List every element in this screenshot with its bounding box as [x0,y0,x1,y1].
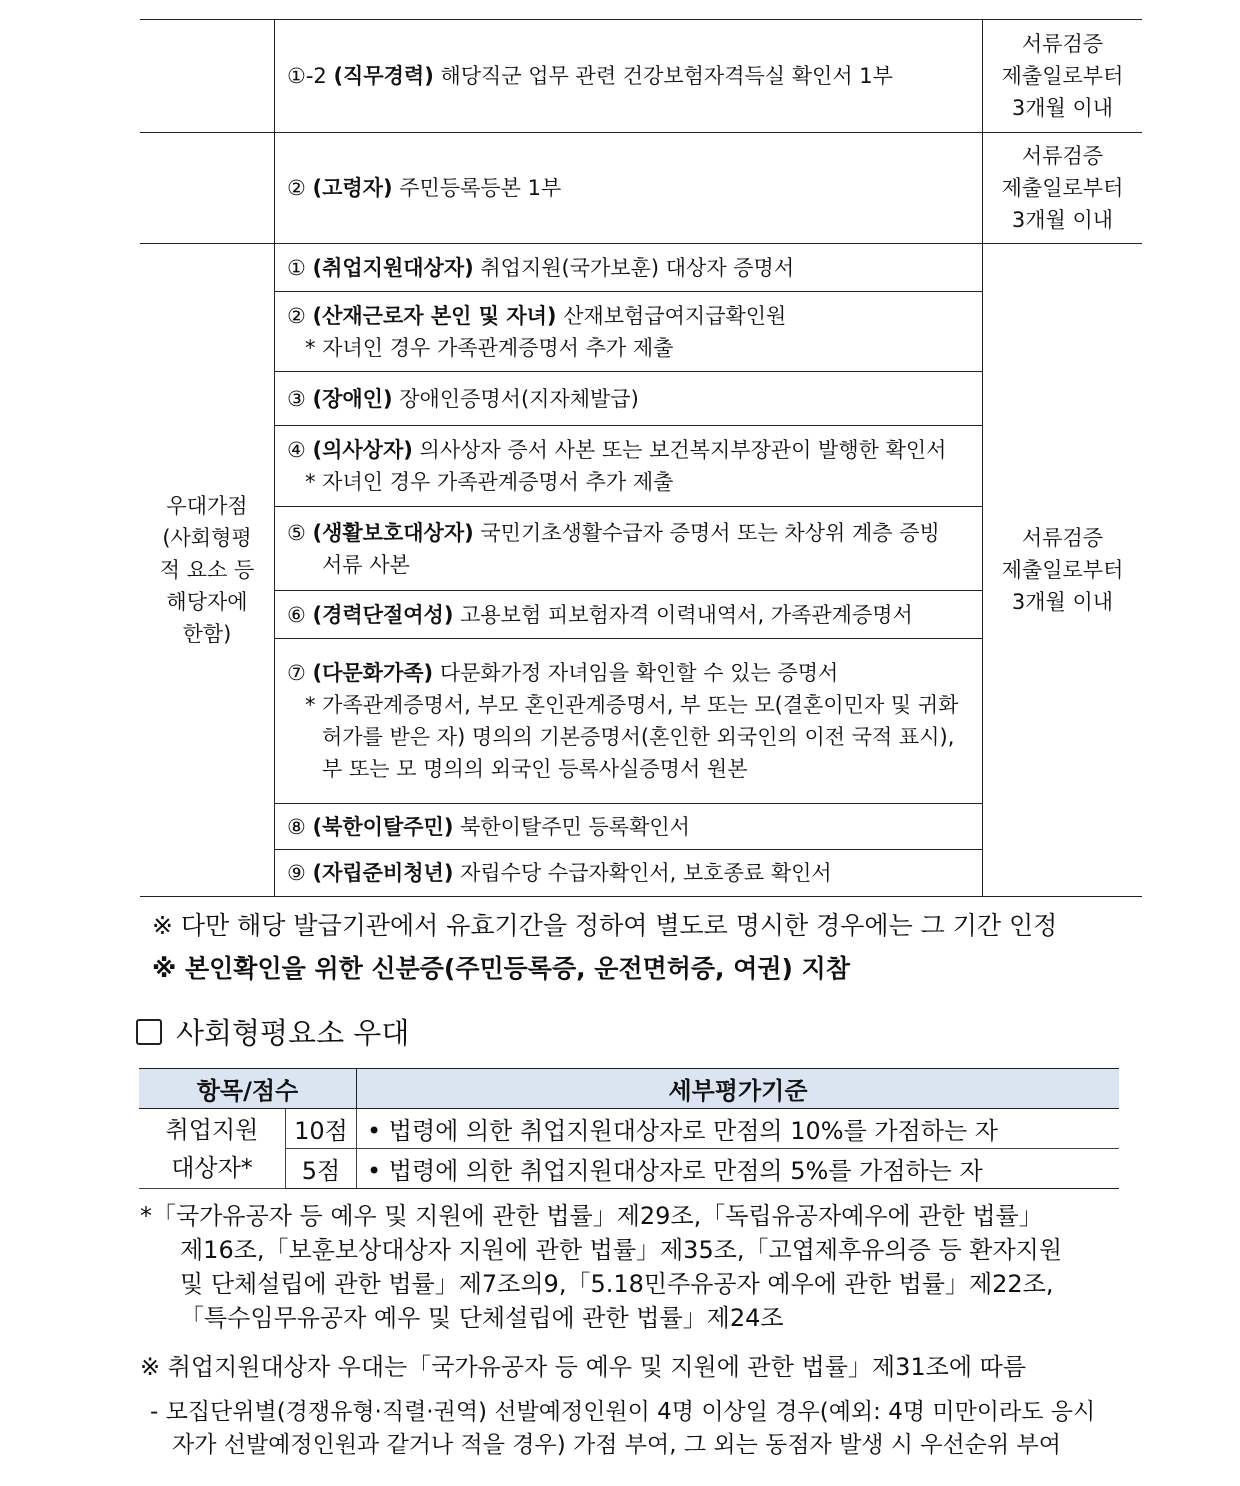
item-number: ⑧ [287,814,306,839]
item-label: 대상자* [171,1153,253,1182]
item-text: 자립수당 수급자확인서, 보호종료 확인서 [453,861,832,885]
item-subnote: * 자녀인 경우 가족관계증명서 추가 제출 [305,335,674,360]
item-title: (직무경력) [333,64,434,88]
dash-line: - 모집단위별(경쟁유형·직렬·권역) 선발예정인원이 4명 이상일 경우(예외: 4명 미만이라도 응시 [150,1399,1096,1425]
header-criteria: 세부평가기준 [357,1069,1120,1109]
period-line: 서류검증 [1021,144,1104,168]
item-text: 의사상자 증서 사본 또는 보건복지부장관이 발행한 확인서 [412,438,947,462]
item-continuation: 서류 사본 [322,552,410,577]
category-line: 적 요소 등 [159,558,255,582]
category-line: (사회형평 [162,526,252,550]
item-subnote: * 자녀인 경우 가족관계증명서 추가 제출 [305,470,674,494]
period-line: 3개월 이내 [1011,590,1114,614]
item-number: ⑨ [287,861,306,885]
preferred-category-cell [140,244,275,897]
table-row [139,1149,1119,1189]
id-note: ※ 본인확인을 위한 신분증(주민등록증, 운전면허증, 여권) 지참 [152,954,850,983]
category-line: 해당자에 [166,590,248,614]
item-number: ① [287,255,306,280]
item-title: (북한이탈주민) [312,814,454,839]
document-item [275,507,983,591]
item-title: (다문화가족) [312,661,434,685]
category-cell-empty [140,133,275,244]
item-text: 해당직군 업무 관련 건강보험자격득실 확인서 1부 [433,64,893,88]
table-row [140,133,1142,244]
item-title: (취업지원대상자) [312,255,474,280]
criteria-cell: • 법령에 의한 취업지원대상자로 만점의 5%를 가점하는 자 [357,1149,1120,1189]
section-title [136,1011,409,1052]
checkbox-icon [136,1019,162,1045]
item-number: ⑥ [287,602,306,627]
item-number: ② [287,176,306,200]
validity-period-cell [983,133,1143,244]
validity-period-cell [983,20,1143,133]
period-line: 제출일로부터 [1001,558,1124,582]
footnote-line: 「특수임무유공자 예우 및 단체설립에 관한 법률」제24조 [180,1304,784,1332]
item-title: (의사상자) [312,438,413,462]
item-cell [139,1109,286,1189]
bottom-note: ※ 취업지원대상자 우대는「국가유공자 등 예우 및 지원에 관한 법률」제31조에 따름 [140,1353,1027,1381]
header-item-score: 항목/점수 [139,1069,357,1109]
item-text: 다문화가정 자녀임을 확인할 수 있는 증명서 [433,661,839,685]
criteria-table [139,1068,1119,1189]
document-item [275,372,983,426]
item-label: 취업지원 [165,1115,259,1144]
footnote-line: 제16조,「보훈보상대상자 지원에 관한 법률」제35조,「고엽제후유의증 등 환자지원 [180,1236,1062,1264]
item-number: ⑤ [287,520,306,545]
item-subnote-continued: 허가를 받은 자) 명의의 기본증명서(혼인한 외국인의 이전 국적 표시), [322,725,955,749]
table-row [140,244,1142,292]
document-item [275,639,983,804]
period-line: 제출일로부터 [1001,64,1124,88]
item-title: (자립준비청년) [312,861,454,885]
table-row [140,20,1142,133]
item-text: 고용보험 피보험자격 이력내역서, 가족관계증명서 [453,602,913,627]
document-item [275,292,983,372]
document-cell-career [275,20,983,133]
bottom-dash-note [150,1396,1095,1462]
category-cell-empty [140,20,275,133]
criteria-cell: • 법령에 의한 취업지원대상자로 만점의 10%를 가점하는 자 [357,1109,1120,1149]
item-text: 장애인증명서(지자체발급) [392,386,639,411]
item-title: (경력단절여성) [312,602,454,627]
table-header-row [139,1069,1119,1109]
item-text: 주민등록등본 1부 [392,176,562,200]
item-subnote-continued: 부 또는 모 명의의 외국인 등록사실증명서 원본 [322,757,748,781]
item-title: (산재근로자 본인 및 자녀) [312,303,557,328]
period-line: 제출일로부터 [1001,176,1124,200]
item-text: 취업지원(국가보훈) 대상자 증명서 [473,255,795,280]
document-item [275,804,983,850]
item-text: 북한이탈주민 등록확인서 [453,814,690,839]
item-number: ⑦ [287,661,306,685]
item-number: ①-2 [287,64,327,88]
validity-note: ※ 다만 해당 발급기관에서 유효기간을 정하여 별도로 명시한 경우에는 그 기간 인정 [152,911,1058,940]
footnote-line: *「국가유공자 등 예우 및 지원에 관한 법률」제29조,「독립유공자예우에 관한 법률」 [140,1202,1043,1230]
required-documents-table [140,19,1142,897]
item-text: 산재보험급여지급확인원 [556,303,787,328]
category-line: 한함) [182,622,232,646]
item-title: (장애인) [312,386,393,411]
document-item [275,591,983,639]
section-title-text: 사회형평요소 우대 [176,1016,410,1050]
period-line: 서류검증 [1021,32,1104,56]
item-subnote: * 가족관계증명서, 부모 혼인관계증명서, 부 또는 모(결혼이민자 및 귀화 [305,693,959,717]
period-line: 서류검증 [1021,526,1104,550]
item-number: ② [287,303,306,328]
item-text: 국민기초생활수급자 증명서 또는 차상위 계층 증빙 [473,520,940,545]
category-line: 우대가점 [166,494,248,518]
document-cell-elderly [275,133,983,244]
item-title: (고령자) [312,176,393,200]
preferred-period-cell [983,244,1143,897]
table-row [139,1109,1119,1149]
document-item [275,850,983,897]
footnote-line: 및 단체설립에 관한 법률」제7조의9,「5.18민주유공자 예우에 관한 법률」제22조, [180,1270,1054,1298]
item-title: (생활보호대상자) [312,520,474,545]
score-cell: 10점 [286,1109,357,1149]
footnote [140,1199,1130,1335]
item-number: ④ [287,438,306,462]
document-item [275,244,983,292]
dash-line: 자가 선발예정인원과 같거나 적을 경우) 가점 부여, 그 외는 동점자 발생 시 우선순위 부여 [172,1432,1061,1458]
document-item [275,426,983,507]
period-line: 3개월 이내 [1011,208,1114,232]
period-line: 3개월 이내 [1011,96,1114,120]
item-number: ③ [287,386,306,411]
score-cell: 5점 [286,1149,357,1189]
